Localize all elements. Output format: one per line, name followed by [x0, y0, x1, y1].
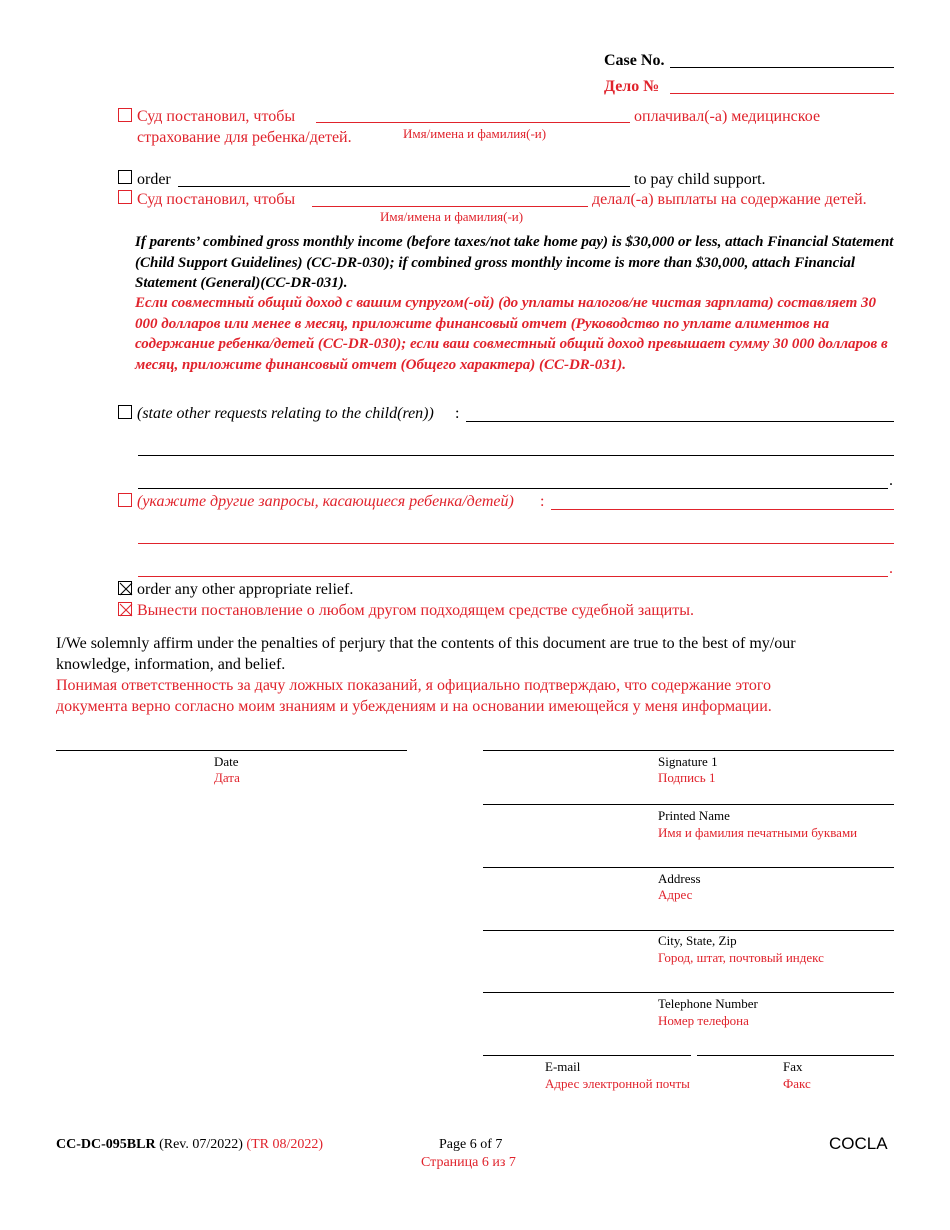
address-field[interactable]	[483, 867, 894, 868]
city-state-zip-field[interactable]	[483, 930, 894, 931]
child-support-to-pay-label: to pay child support.	[634, 171, 766, 188]
cocla-logo: COCLA	[829, 1134, 888, 1153]
affirmation-en-line2: knowledge, information, and belief.	[56, 656, 286, 673]
signature-label-ru: Подпись 1	[658, 770, 716, 785]
footer-form-id: CC-DC-095BLR	[56, 1137, 156, 1152]
footer-rev: (Rev. 07/2022)	[159, 1137, 243, 1152]
date-label: Date	[214, 754, 239, 769]
case-no-label-ru: Дело №	[604, 78, 660, 95]
fax-label: Fax	[783, 1059, 803, 1074]
footer-page-ru: Страница 6 из 7	[421, 1155, 516, 1170]
other-requests-label: (state other requests relating to the child(ren))	[137, 405, 434, 422]
checkmark-x-icon	[119, 582, 133, 596]
other-requests-colon: :	[455, 405, 460, 422]
fax-field[interactable]	[697, 1055, 894, 1056]
address-label-ru: Адрес	[658, 887, 693, 902]
email-label-ru: Адрес электронной почты	[545, 1076, 690, 1091]
other-relief-text-ru: Вынести постановление о любом другом подходящем средстве судебной защиты.	[137, 602, 694, 619]
other-requests-line-2[interactable]	[138, 455, 894, 456]
child-support-name-field-ru[interactable]	[312, 206, 588, 207]
other-requests-checkbox[interactable]	[118, 405, 132, 419]
checkmark-x-icon	[119, 603, 133, 617]
date-label-ru: Дата	[214, 770, 240, 785]
child-support-name-field[interactable]	[178, 186, 630, 187]
signature-label: Signature 1	[658, 754, 718, 769]
case-no-field-ru[interactable]	[670, 93, 894, 94]
other-requests-line-2-ru[interactable]	[138, 543, 894, 544]
other-requests-period-ru: .	[889, 560, 893, 577]
telephone-label: Telephone Number	[658, 996, 758, 1011]
med-insurance-name-caption: Имя/имена и фамилия(-и)	[403, 126, 547, 141]
other-requests-line-1[interactable]	[466, 421, 894, 422]
affirmation-en-line1: I/We solemnly affirm under the penalties of perjury that the contents of this document are true to the best of my/our	[56, 635, 796, 652]
med-insurance-text-line2: страхование для ребенка/детей.	[137, 129, 352, 146]
other-requests-label-ru: (укажите другие запросы, касающиеся ребенка/детей)	[137, 493, 514, 510]
income-note-en: If parents’ combined gross monthly income (before taxes/not take home pay) is $30,000 or less, attach Financial Statement (Child Support Guidelines) (CC-DR-030); if combined gross monthly income is more than $30,000, attach Financial Statement (General)(CC-DR-031).	[135, 234, 894, 291]
other-requests-colon-ru: :	[540, 493, 545, 510]
other-relief-checkbox[interactable]	[118, 581, 132, 595]
income-note-ru: Если совместный общий доход с вашим супругом(-ой) (до уплаты налогов/не чистая зарплата) составляет 30 000 долларов или менее в месяц, приложите финансовый отчет (Руководство по уплате алиментов на содержание ребенка/детей (CC-DR-030); если ваш совместный общий доход превышает сумму 30 000 долларов в месяц, приложите финансовый отчет (Общего характера) (CC-DR-031).	[135, 295, 888, 373]
footer-page: Page 6 of 7	[439, 1137, 503, 1152]
date-field[interactable]	[56, 750, 407, 751]
city-state-zip-label-ru: Город, штат, почтовый индекс	[658, 950, 824, 965]
email-label: E-mail	[545, 1059, 581, 1074]
other-requests-checkbox-ru[interactable]	[118, 493, 132, 507]
other-requests-line-1-ru[interactable]	[551, 509, 894, 510]
med-insurance-name-field[interactable]	[316, 122, 630, 123]
other-relief-checkbox-ru[interactable]	[118, 602, 132, 616]
case-no-field[interactable]	[670, 67, 894, 68]
child-support-ru-before: Суд постановил, чтобы	[137, 191, 296, 208]
other-relief-text: order any other appropriate relief.	[137, 581, 354, 598]
footer-tr: (TR 08/2022)	[246, 1137, 324, 1152]
other-requests-line-3-ru[interactable]	[138, 576, 888, 577]
telephone-label-ru: Номер телефона	[658, 1013, 749, 1028]
affirmation-ru-line1: Понимая ответственность за дачу ложных показаний, я официально подтверждаю, что содержание этого	[56, 677, 772, 694]
telephone-field[interactable]	[483, 992, 894, 993]
child-support-name-caption: Имя/имена и фамилия(-и)	[380, 209, 524, 224]
city-state-zip-label: City, State, Zip	[658, 933, 737, 948]
other-requests-line-3[interactable]	[138, 488, 888, 489]
med-insurance-checkbox[interactable]	[118, 108, 132, 122]
address-label: Address	[658, 871, 701, 886]
printed-name-field[interactable]	[483, 804, 894, 805]
printed-name-label: Printed Name	[658, 808, 730, 823]
footer-form-info	[56, 1137, 323, 1153]
signature-field[interactable]	[483, 750, 894, 751]
affirmation-ru-line2: документа верно согласно моим знаниям и убеждениям и на основании имеющейся у меня информации.	[56, 698, 772, 715]
email-field[interactable]	[483, 1055, 691, 1056]
med-insurance-text-after: оплачивал(-а) медицинское	[634, 108, 821, 125]
child-support-checkbox[interactable]	[118, 170, 132, 184]
printed-name-label-ru: Имя и фамилия печатными буквами	[658, 825, 858, 840]
child-support-ru-after: делал(-а) выплаты на содержание детей.	[592, 191, 867, 208]
case-no-label: Case No.	[604, 52, 665, 69]
fax-label-ru: Факс	[783, 1076, 811, 1091]
child-support-order-label: order	[137, 171, 171, 188]
child-support-checkbox-ru[interactable]	[118, 190, 132, 204]
med-insurance-text-before: Суд постановил, чтобы	[137, 108, 296, 125]
other-requests-period: .	[889, 472, 893, 489]
